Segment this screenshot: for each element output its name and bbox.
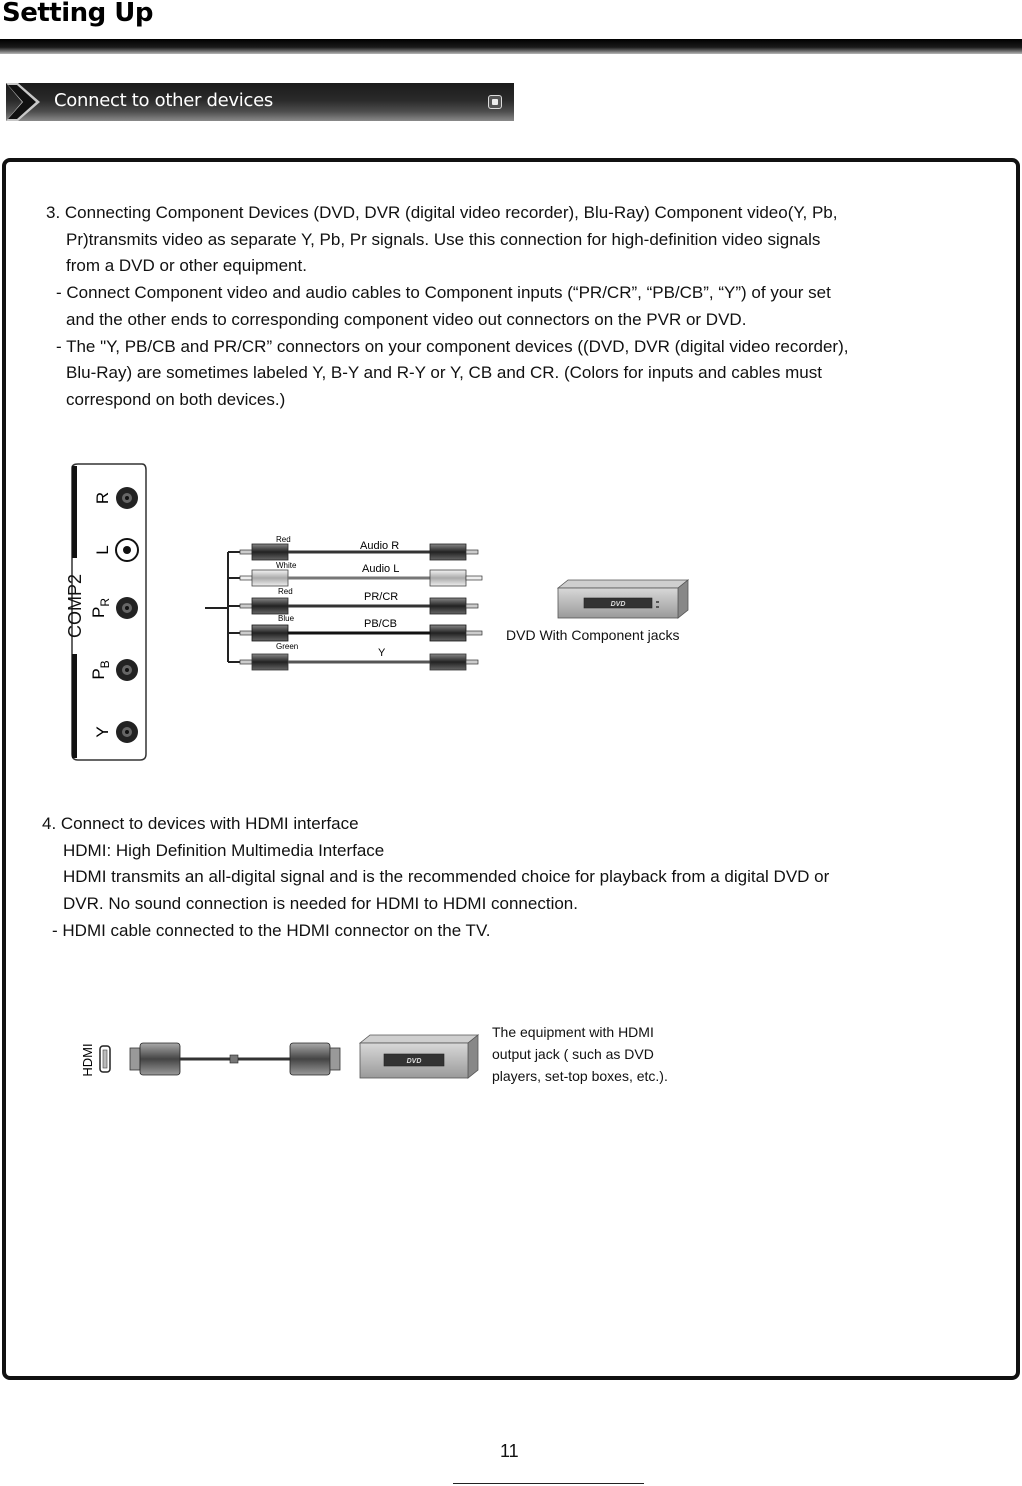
hdmi-device-line: output jack ( such as DVD bbox=[492, 1046, 654, 1062]
title-rule bbox=[0, 39, 1022, 54]
section3-line: Pr)transmits video as separate Y, Pb, Pr signals. Use this connection for high-definition video signals bbox=[66, 229, 821, 249]
comp2-label: COMP2 bbox=[65, 573, 85, 639]
hdmi-dvd-player-illustration bbox=[360, 1035, 478, 1078]
jack-sub: B bbox=[98, 660, 112, 669]
section3-line: correspond on both devices.) bbox=[66, 389, 286, 409]
page-title: Setting Up bbox=[2, 0, 154, 28]
footer-rule bbox=[453, 1483, 644, 1484]
banner-label: Connect to other devices bbox=[54, 90, 273, 111]
cable-name-label: Audio L bbox=[362, 563, 400, 575]
hdmi-port bbox=[80, 1043, 110, 1076]
hdmi-device-label bbox=[492, 1024, 668, 1084]
rca-cable bbox=[240, 642, 478, 670]
cable-color-label: Green bbox=[276, 642, 299, 651]
section3-line: Blu-Ray) are sometimes labeled Y, B-Y and R-Y or Y, CB and CR. (Colors for inputs and cables must bbox=[66, 363, 822, 383]
chevron-right-icon bbox=[6, 83, 40, 121]
rca-cable bbox=[240, 561, 482, 586]
section3-line: from a DVD or other equipment. bbox=[66, 256, 307, 276]
section3-line: - The "Y, PB/CB and PR/CR” connectors on your component devices ((DVD, DVR (digital video recorder), bbox=[56, 336, 849, 356]
jack-label: P bbox=[89, 668, 108, 680]
hdmi-cable bbox=[130, 1043, 340, 1075]
section-banner bbox=[6, 83, 514, 121]
hdmi-device-line: players, set-top boxes, etc.). bbox=[492, 1068, 668, 1084]
section3-line: - Connect Component video and audio cables to Component inputs (“PR/CR”, “PB/CB”, “Y”) of your set bbox=[56, 283, 831, 303]
component-connection-diagram bbox=[60, 458, 710, 768]
dvd-player-illustration bbox=[558, 580, 688, 618]
cable-color-label: Red bbox=[276, 535, 291, 544]
page-number: 11 bbox=[500, 1441, 519, 1461]
section4-line: HDMI transmits an all-digital signal and is the recommended choice for playback from a digital DVD or bbox=[63, 867, 830, 887]
hdmi-connection-diagram bbox=[70, 1018, 700, 1098]
section3-line: and the other ends to corresponding component video out connectors on the PVR or DVD. bbox=[66, 309, 747, 329]
jack-label: L bbox=[93, 545, 112, 555]
section3-text bbox=[46, 200, 848, 414]
jack-sub: R bbox=[98, 597, 112, 607]
dvd-logo: DVD bbox=[406, 1058, 422, 1065]
cable-name-label: Y bbox=[378, 647, 386, 659]
section4-line: 4. Connect to devices with HDMI interface bbox=[42, 814, 359, 833]
hdmi-device-line: The equipment with HDMI bbox=[492, 1024, 654, 1040]
cable-bracket bbox=[205, 552, 240, 662]
square-bullet-icon bbox=[488, 95, 502, 109]
jack-label: P bbox=[89, 606, 108, 619]
cable-color-label: Blue bbox=[278, 614, 295, 623]
section4-line: - HDMI cable connected to the HDMI connector on the TV. bbox=[52, 920, 491, 940]
cable-color-label: Red bbox=[278, 587, 293, 596]
cable-name-label: PR/CR bbox=[364, 591, 399, 603]
jack-label: R bbox=[93, 491, 112, 505]
cable-color-label: White bbox=[276, 561, 297, 570]
dvd-device-label: DVD With Component jacks bbox=[506, 627, 680, 643]
comp2-jack-panel bbox=[65, 464, 146, 760]
dvd-logo: DVD bbox=[610, 601, 626, 608]
cable-name-label: Audio R bbox=[360, 540, 400, 552]
rca-cable bbox=[240, 587, 478, 614]
rca-cable bbox=[240, 535, 478, 560]
jack-label: Y bbox=[93, 726, 112, 738]
section4-line: DVR. No sound connection is needed for HDMI to HDMI connection. bbox=[63, 894, 578, 914]
rca-cable bbox=[240, 614, 482, 641]
section4-text bbox=[42, 811, 829, 945]
cable-name-label: PB/CB bbox=[364, 618, 398, 630]
section4-line: HDMI: High Definition Multimedia Interface bbox=[63, 840, 385, 860]
section3-line: 3. Connecting Component Devices (DVD, DVR (digital video recorder), Blu-Ray) Component video(Y, Pb, bbox=[46, 203, 838, 222]
hdmi-port-label: HDMI bbox=[80, 1043, 95, 1077]
